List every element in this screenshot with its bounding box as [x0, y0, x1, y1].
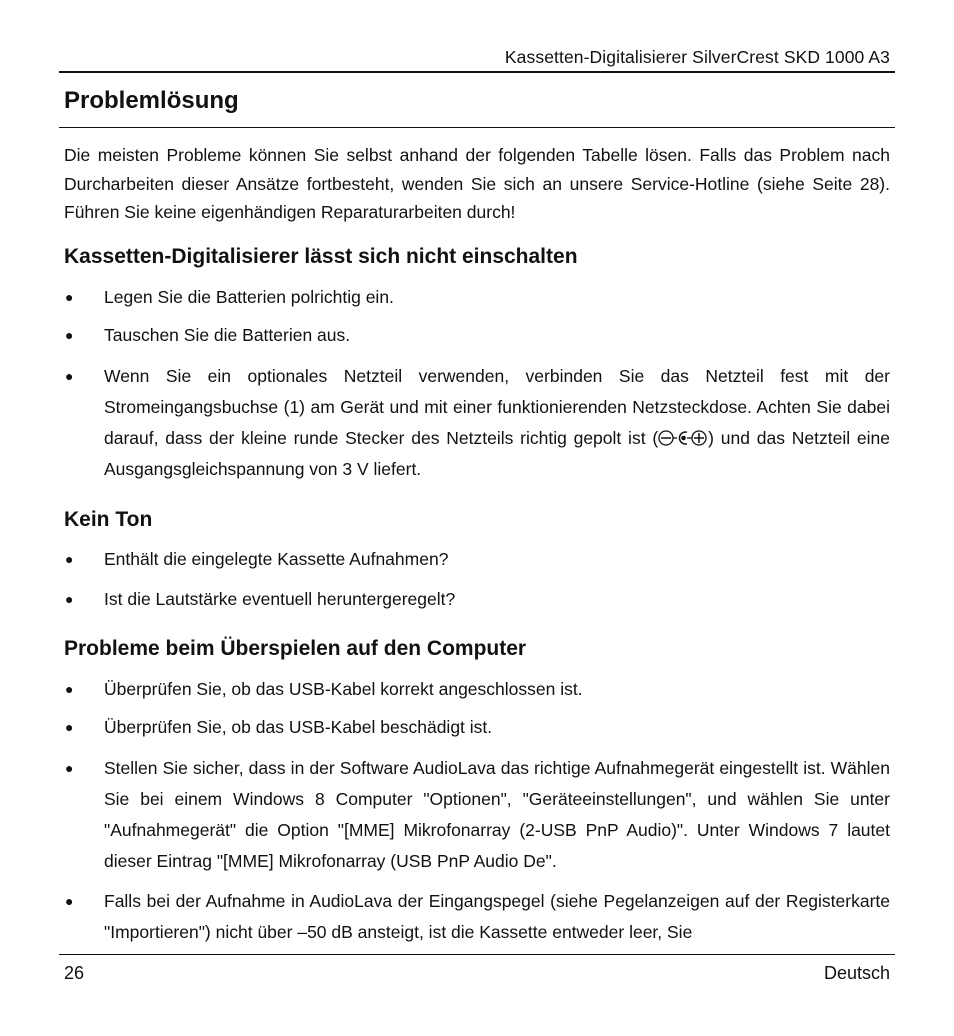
- list-item-text: Legen Sie die Batterien polrichtig ein.: [104, 287, 394, 307]
- list-item: [64, 886, 890, 948]
- heading-transfer: Probleme beim Überspielen auf den Computer: [64, 637, 527, 660]
- list-item: [64, 584, 890, 615]
- bullet-icon: ●: [65, 681, 74, 697]
- list-item: [64, 544, 890, 575]
- bullet-icon: ●: [65, 760, 74, 776]
- list-item-text: Falls bei der Aufnahme in AudioLava der Eingangspegel (siehe Pegelanzeigen auf der Registerkarte "Importieren") nicht über –50 dB ansteigt, ist die Kassette entweder leer, Sie: [104, 891, 890, 942]
- header-rule: [59, 71, 895, 73]
- list-item-text: Tauschen Sie die Batterien aus.: [104, 325, 351, 345]
- list-item-text: [104, 361, 890, 485]
- page-number: 26: [64, 963, 85, 983]
- bullet-icon: ●: [65, 551, 74, 567]
- bullet-icon: ●: [65, 719, 74, 735]
- page-title: Problemlösung: [64, 87, 239, 114]
- list-item: [64, 282, 890, 313]
- list-item: [64, 674, 890, 705]
- heading-power: Kassetten-Digitalisierer lässt sich nicht einschalten: [64, 245, 578, 268]
- list-item: [64, 361, 890, 485]
- running-header: Kassetten-Digitalisierer SilverCrest SKD 1000 A3: [504, 47, 890, 67]
- list-item: [64, 320, 890, 351]
- list-item: [64, 712, 890, 743]
- bullet-icon: ●: [65, 893, 74, 909]
- list-item-text: Enthält die eingelegte Kassette Aufnahmen?: [104, 549, 449, 569]
- bullet-icon: ●: [65, 327, 74, 343]
- list-item-text: Überprüfen Sie, ob das USB-Kabel beschädigt ist.: [104, 717, 493, 737]
- heading-no-sound: Kein Ton: [64, 508, 153, 531]
- bullet-icon: ●: [65, 591, 74, 607]
- list-item-text: Überprüfen Sie, ob das USB-Kabel korrekt angeschlossen ist.: [104, 679, 583, 699]
- footer-rule: [59, 954, 895, 955]
- list-item-text: Stellen Sie sicher, dass in der Software AudioLava das richtige Aufnahmegerät eingestellt ist. Wählen Sie bei einem Windows 8 Computer "Optionen", "Geräteeinstellungen", und wählen Sie unter "Aufnahmegerät" die Option "[MME] Mikrofonarray (2-USB PnP Audio)". Unter Windows 7 lautet dieser Eintrag "[MME] Mikrofonarray (USB PnP Audio De".: [104, 758, 890, 871]
- intro-paragraph: Die meisten Probleme können Sie selbst anhand der folgenden Tabelle lösen. Falls das Problem nach Durcharbeiten dieser Ansätze fortbesteht, wenden Sie sich an unsere Service-Hotline (siehe Seite 28). Führen Sie keine eigenhändigen Reparaturarbeiten durch!: [64, 145, 890, 222]
- adapter-text-after: ) und das Netzteil eine Ausgangsgleichspannung von 3 V liefert.: [104, 428, 890, 479]
- adapter-text-before: Wenn Sie ein optionales Netzteil verwenden, verbinden Sie das Netzteil fest mit der Stromeingangsbuchse (1) am Gerät und mit einer funktionierenden Netzsteckdose. Achten Sie dabei darauf, dass der kleine runde Stecker des Netzteils richtig gepolt ist (: [104, 366, 890, 448]
- bullet-icon: ●: [65, 289, 74, 305]
- list-item-text: Ist die Lautstärke eventuell heruntergeregelt?: [104, 589, 456, 609]
- title-rule: [59, 127, 895, 128]
- polarity-symbol-icon: [658, 430, 708, 446]
- list-item: [64, 753, 890, 877]
- footer-language: Deutsch: [823, 963, 890, 983]
- bullet-icon: ●: [65, 368, 74, 384]
